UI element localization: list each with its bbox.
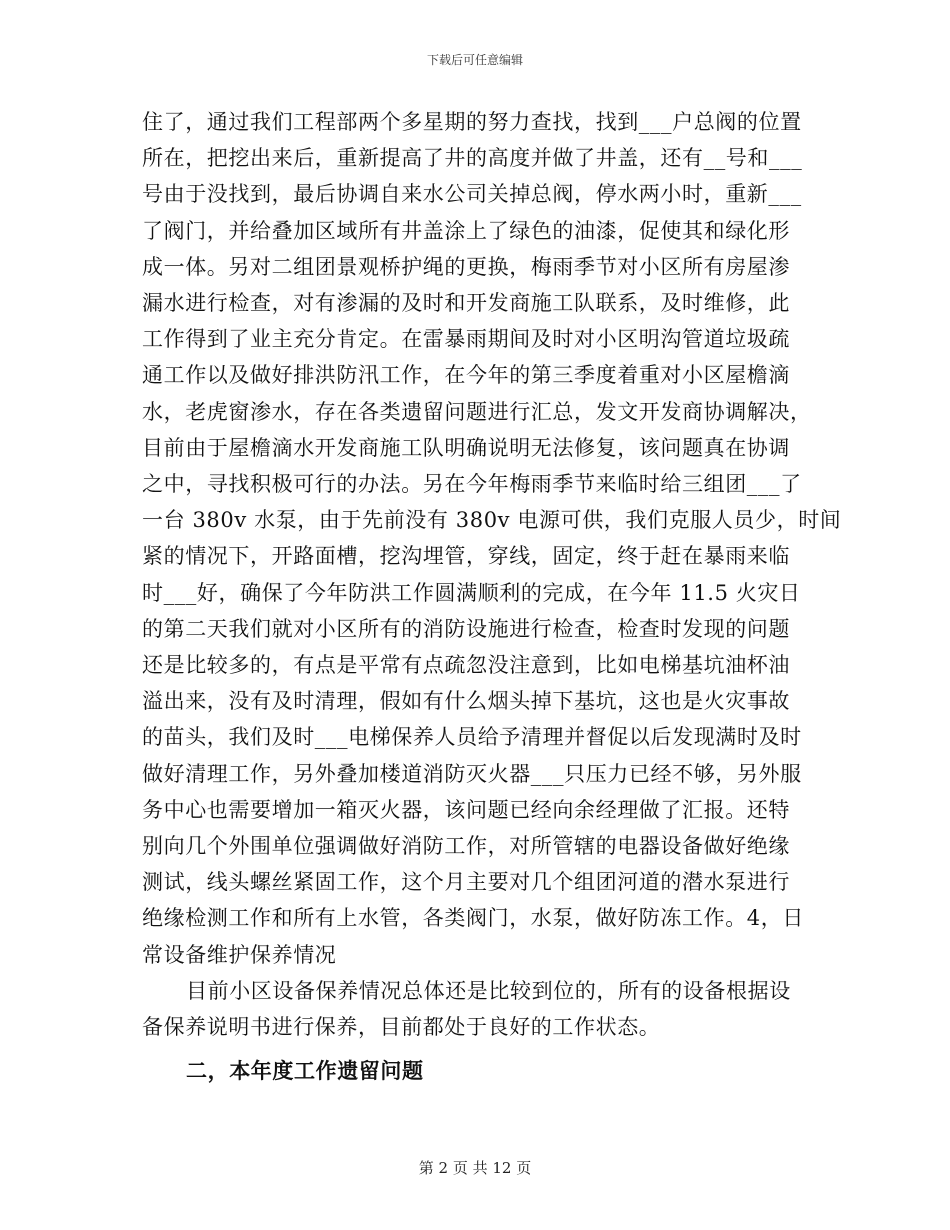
paragraph-maintenance-details <box>142 104 842 973</box>
text-line: 成一体。另对二组团景观桥护绳的更换，梅雨季节对小区所有房屋渗 <box>142 254 790 279</box>
text-line: 住了，通过我们工程部两个多星期的努力查找，找到___户总阀的位置 <box>142 110 802 134</box>
page-number: 第 2 页 共 12 页 <box>418 1159 532 1177</box>
text-line: 溢出来，没有及时清理，假如有什么烟头掉下基坑，这也是火灾事故 <box>142 689 790 714</box>
text-line: 水，老虎窗渗水，存在各类遗留问题进行汇总，发文开发商协调解决， <box>142 399 812 424</box>
text-line: 目前由于屋檐滴水开发商施工队明确说明无法修复，该问题真在协调 <box>142 435 790 460</box>
paragraph-equipment-status <box>142 973 808 1045</box>
text-line: 所在，把挖出来后，重新提高了井的高度并做了井盖，还有__号和___ <box>142 146 803 171</box>
text-line: 别向几个外围单位强调做好消防工作，对所管辖的电器设备做好绝缘 <box>142 834 790 859</box>
text-line: 一台 380v 水泵，由于先前没有 380v 电源可供，我们克服人员少，时间 <box>142 508 842 533</box>
text-line: 测试，线头螺丝紧固工作，这个月主要对几个组团河道的潜水泵进行 <box>142 870 790 895</box>
text-line: 还是比较多的，有点是平常有点疏忽没注意到，比如电梯基坑油杯油 <box>142 653 790 678</box>
text-line: 常设备维护保养情况 <box>142 942 337 967</box>
text-line: 做好清理工作，另外叠加楼道消防灭火器___只压力已经不够，另外服 <box>142 761 802 786</box>
page-header: 下载后可任意编辑 <box>426 53 523 67</box>
text-line: 通工作以及做好排洪防汛工作，在今年的第三季度着重对小区屋檐滴 <box>142 363 790 388</box>
text-line: 号由于没找到，最后协调自来水公司关掉总阀，停水两小时，重新___ <box>142 182 802 207</box>
text-line: 工作得到了业主充分肯定。在雷暴雨期间及时对小区明沟管道垃圾疏 <box>142 327 790 352</box>
text-line: 时___好，确保了今年防洪工作圆满顺利的完成，在今年 11.5 火灾日 <box>142 580 801 605</box>
text-line: 的第二天我们就对小区所有的消防设施进行检查，检查时发现的问题 <box>142 616 790 641</box>
text-line: 绝缘检测工作和所有上水管，各类阀门，水泵，做好防冻工作。4，日 <box>142 906 804 931</box>
text-line: 目前小区设备保养情况总体还是比较到位的，所有的设备根据设 <box>186 978 791 1003</box>
section-heading: 二，本年度工作遗留问题 <box>186 1059 424 1084</box>
text-line: 漏水进行检查，对有渗漏的及时和开发商施工队联系，及时维修，此 <box>142 291 790 316</box>
text-line: 备保养说明书进行保养，目前都处于良好的工作状态。 <box>142 1015 661 1040</box>
text-line: 务中心也需要增加一箱灭火器，该问题已经向余经理做了汇报。还特 <box>142 797 790 822</box>
text-line: 之中，寻找积极可行的办法。另在今年梅雨季节来临时给三组团___了 <box>142 472 802 497</box>
text-line: 紧的情况下，开路面槽，挖沟埋管，穿线，固定，终于赶在暴雨来临 <box>142 544 790 569</box>
text-line: 的苗头，我们及时___电梯保养人员给予清理并督促以后发现满时及时 <box>142 725 802 750</box>
document-body <box>142 104 842 1089</box>
text-line: 了阀门，并给叠加区域所有井盖涂上了绿色的油漆，促使其和绿化形 <box>142 218 790 243</box>
